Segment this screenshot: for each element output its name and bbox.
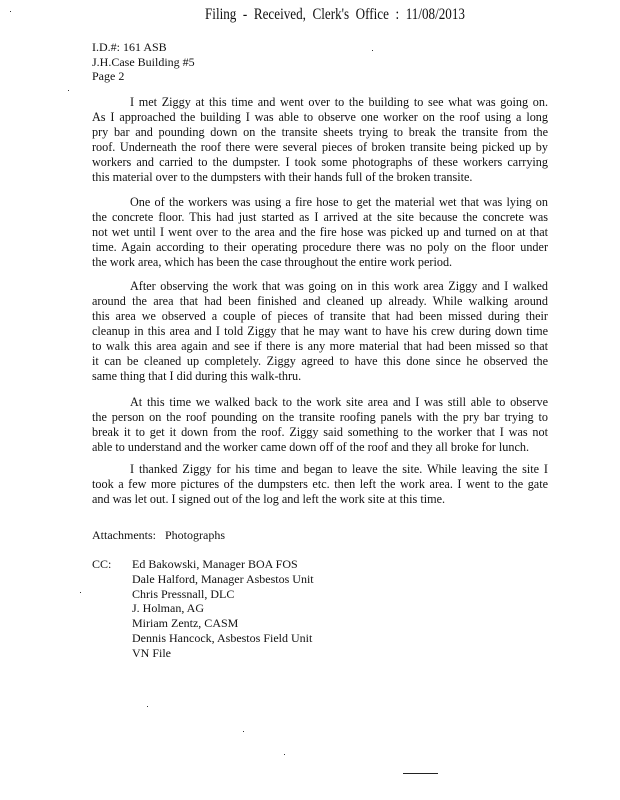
id-number: I.D.#: 161 ASB [92,40,167,54]
text-line: the person on the roof pounding on the transite roofing panels with the pry bar trying to [92,410,548,424]
scan-speck [284,754,285,755]
text-line: not wet until I went over to the area and the fire hose was picked up and turned on at that [92,225,548,239]
text-line: this area we observed a couple of pieces of transite that had been missed during their [92,309,548,323]
cc-label: CC: [92,557,112,571]
text-line: workers and carried to the dumpster. I took some photographs of these workers carrying [92,155,548,169]
paragraph [92,95,548,185]
text-line: took a few more pictures of the dumpsters etc. then left the work area. I went to the gate [92,477,548,491]
case-name: J.H.Case Building #5 [92,54,195,69]
cc-recipient: Chris Pressnall, DLC [132,586,235,601]
text-line: As I approached the building I was able to observe one worker on the roof using a long [92,110,548,124]
footer-rule [403,773,438,774]
page-number: Page 2 [92,69,125,83]
text-line: cleanup in this area and I told Ziggy that he may want to have his crew during down time [92,324,548,338]
text-line: At this time we walked back to the work site area and I was still able to observe [130,395,548,409]
text-line: around the area that had been finished and cleaned up already. While walking around [92,294,548,308]
scan-speck [147,706,148,707]
cc-recipient: Miriam Zentz, CASM [132,616,239,631]
scan-speck [10,11,11,12]
text-line: the work area, which has been the case throughout the entire work period. [92,255,453,269]
paragraph [92,195,548,270]
cc-recipients [132,557,314,661]
text-line: and was let out. I signed out of the log and left the work site at this time. [92,492,446,506]
cc-recipient: Dale Halford, Manager Asbestos Unit [132,571,314,586]
text-line: One of the workers was using a fire hose to get the material wet that was lying on [130,195,548,209]
text-line: same thing that I did during this walk-thru. [92,369,302,383]
text-line: it can be cleaned up completely. Ziggy agreed to have this done since he observed the [92,354,548,368]
cc-block [92,557,314,661]
text-line: I thanked Ziggy for his time and began to leave the site. While leaving the site I [130,462,548,476]
text-line: After observing the work that was going on in this work area Ziggy and I walked [130,279,548,293]
filing-stamp-header: Filing - Received, Clerk's Office : 11/08/2013 [205,6,465,23]
cc-recipient: Dennis Hancock, Asbestos Field Unit [132,630,313,645]
text-line: I met Ziggy at this time and went over to the building to see what was going on. [130,95,548,109]
text-line: this material over to the dumpsters with their hands full of the broken transite. [92,170,473,184]
cc-recipient: Ed Bakowski, Manager BOA FOS [132,557,298,571]
text-line: time. Again according to their operating procedure there was no poly on the floor under [92,240,548,254]
paragraph [92,279,548,384]
cc-recipient: VN File [132,645,171,660]
text-line: roof. Underneath the roof there were several pieces of broken transite being picked up by [92,140,548,154]
scan-speck [68,90,69,91]
text-line: the concrete floor. This had just started as I arrived at the site because the concrete was [92,210,548,224]
text-line: to walk this area again and see if there is any more material that had been missed so that [92,339,548,353]
scan-speck [80,592,81,593]
scan-speck [372,50,373,51]
paragraph [92,462,548,507]
document-meta [92,40,195,84]
scan-speck [243,731,244,732]
attachments-line: Attachments: Photographs [92,528,225,542]
text-line: pry bar and pounding down on the transite sheets trying to break the transite from the [92,125,548,139]
cc-recipient: J. Holman, AG [132,601,204,616]
text-line: break it to get it down from the roof. Ziggy said something to the worker that I was not [92,425,548,439]
paragraph [92,395,548,455]
text-line: able to understand and the worker came down off of the roof and they all broke for lunch. [92,440,530,454]
